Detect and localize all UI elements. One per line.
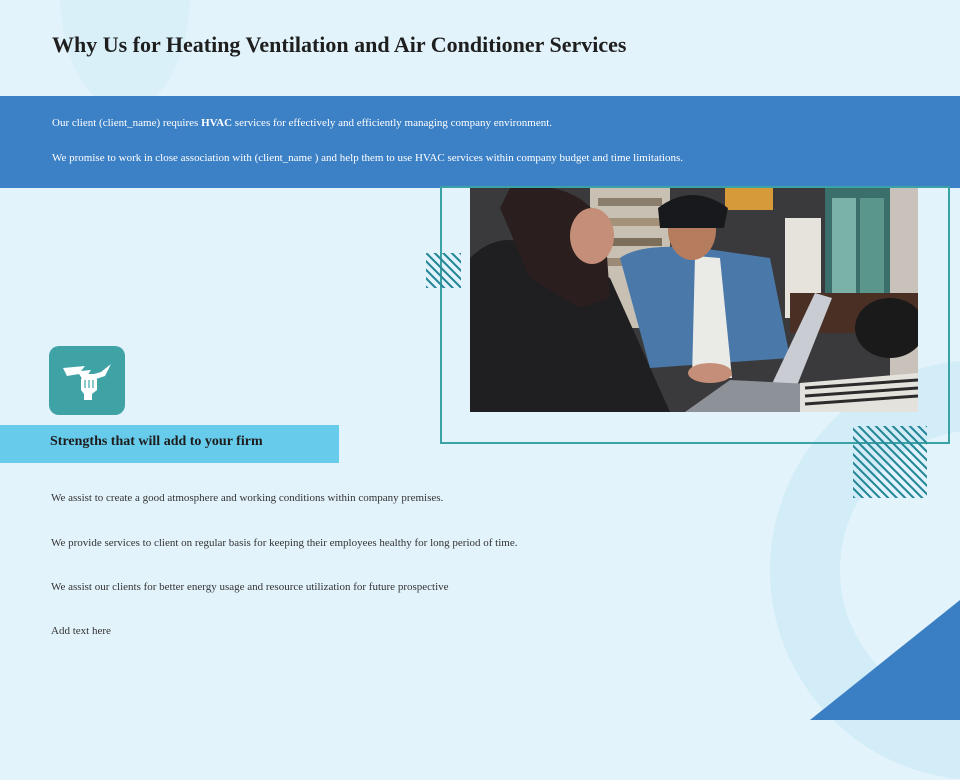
photo-illustration (470, 188, 918, 412)
strength-point-2: We provide services to client on regular basis for keeping their employees healthy for long period of time. (51, 537, 518, 549)
strength-point-1: We assist to create a good atmosphere and working conditions within company premises. (51, 492, 444, 504)
team-photo (470, 188, 918, 412)
strengths-heading-bar (0, 425, 339, 463)
banner-line-1-bold: HVAC (201, 117, 233, 129)
strength-point-3: We assist our clients for better energy usage and resource utilization for future prospective (51, 581, 449, 593)
strength-point-4: Add text here (51, 625, 111, 637)
slide-title: Why Us for Heating Ventilation and Air Conditioner Services (52, 32, 627, 57)
intro-banner (0, 96, 960, 188)
hatch-pattern-large (853, 426, 927, 498)
strengths-heading: Strengths that will add to your firm (50, 434, 263, 449)
banner-line-1-end: services for effectively and efficiently managing company environment. (232, 117, 553, 129)
banner-line-2: We promise to work in close association with (client_name ) and help them to use HVAC services within company budget and time limitations. (52, 152, 683, 164)
hand-lightning-icon (61, 360, 113, 402)
hatch-pattern-small (426, 253, 461, 288)
icon-tile (49, 346, 125, 415)
corner-dark-triangle (810, 600, 960, 720)
banner-line-1-start: Our client (client_name) requires (52, 117, 202, 129)
banner-line-1 (52, 117, 552, 129)
